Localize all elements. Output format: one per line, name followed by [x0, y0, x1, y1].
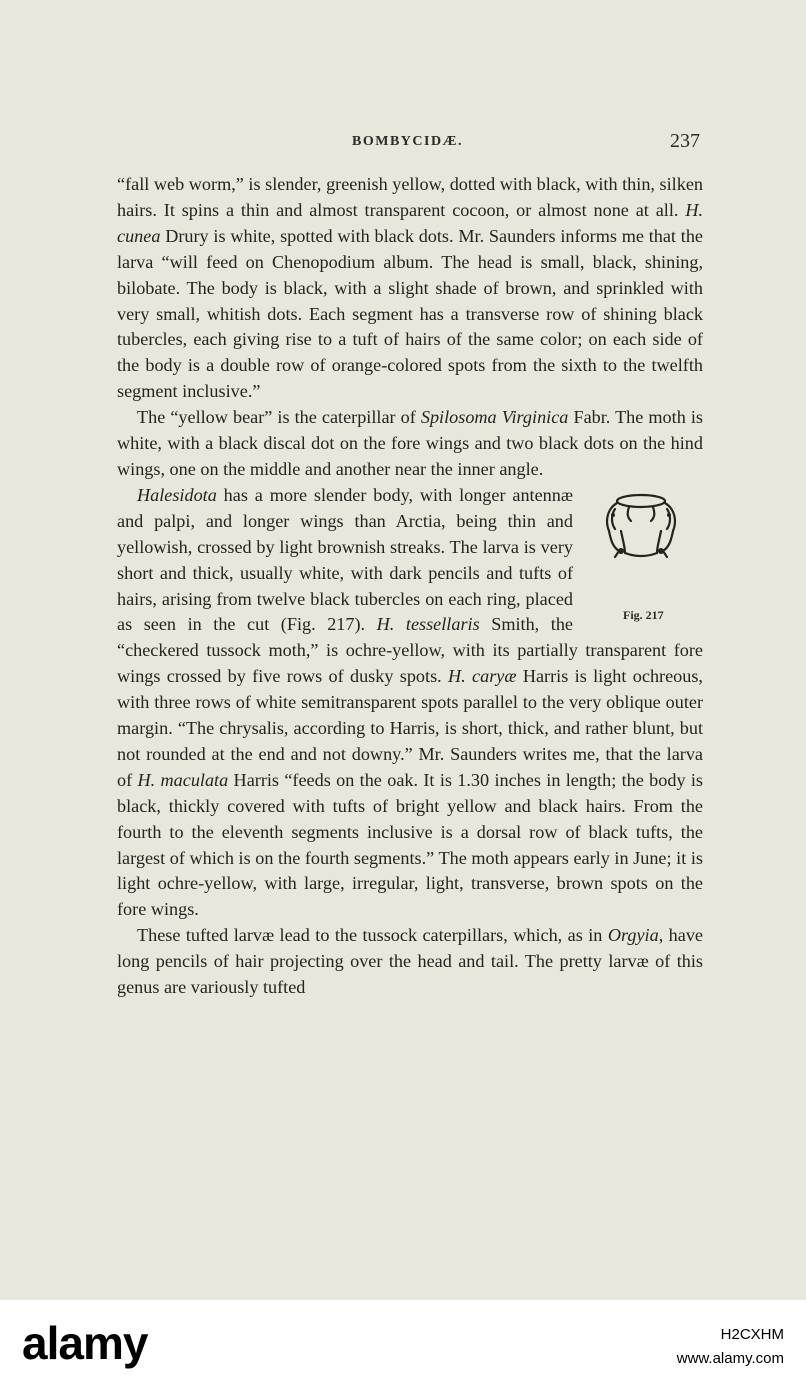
paragraph-1 [117, 172, 703, 405]
text-run: Smith, the “checkered tussock moth,” is ochre-yellow, with its partially transparent fore wings crossed by five rows of dusky spots. [117, 614, 703, 687]
figure-caption: Fig. 217 [623, 607, 664, 622]
italic-term: H. cunea [117, 199, 703, 246]
alamy-logo: alamy [22, 1317, 148, 1369]
text-run: Harris “feeds on the oak. It is 1.30 inches in length; the body is black, thickly covered with tufts of bright yellow and black hairs. From the fourth to the eleventh segments inclusive is a dorsal row of black tufts, the largest of which is on the fourth segments.” The moth appears early in June; it is light ochre-yellow, with large, irregular, light, transverse, brown spots on the fore wings. [117, 769, 704, 920]
text-run: Drury is white, spotted with black dots. Mr. Saunders informs me that the larva “will feed on Chenopodium album. The head is small, black, shining, bilobate. The body is black, with a slight shade of brown, and sprinkled with very small, whitish dots. Each segment has a transverse row of shining black tubercles, each giving rise to a tuft of hairs of the same color; on each side of the body is a double row of orange-colored spots from the sixth to the twelfth segment inclusive.” [117, 225, 703, 402]
text-run: “fall web worm,” is slender, greenish yellow, dotted with black, with thin, silken hairs. It spins a thin and almost transparent cocoon, or almost none at all. [117, 174, 703, 220]
italic-term: H. caryæ [448, 666, 517, 687]
page-number: 237 [670, 130, 700, 152]
italic-term: Spilosoma Virginica [420, 407, 569, 428]
paragraph-2 [117, 405, 703, 483]
larva-cross-section-icon [599, 491, 683, 567]
page-header [0, 128, 806, 158]
italic-term: H. tessellaris [376, 614, 480, 635]
source-url: www.alamy.com [676, 1350, 784, 1367]
image-id: H2CXHM [720, 1326, 784, 1343]
text-run: has a more slender body, with longer antennæ and palpi, and longer wings than Arctia, being thin and yellowish, crossed by light brownish streaks. The larva is very short and thick, usually white, with dark pencils and tufts of hairs, arising from twelve black tubercles on each ring, placed as seen in the cut (Fig. 217). [117, 484, 573, 635]
text-run: Fabr. The moth is white, with a black discal dot on the fore wings and two black dots on the hind wings, one on the middle and another near the inner angle. [117, 407, 703, 479]
italic-term: Orgyia [607, 925, 659, 946]
running-head: BOMBYCIDÆ. [352, 134, 464, 149]
italic-term: H. maculata [137, 769, 229, 790]
paragraph-4 [117, 923, 703, 1001]
text-run: Harris is light ochreous, with three rows of white semitransparent spots parallel to the very oblique outer margin. “The chrysalis, according to Harris, is short, thick, and rather blunt, but not rounded at the end and not downy.” Mr. Saunders writes me, that the larva of [117, 666, 703, 790]
text-run: , have long pencils of hair projecting over the head and tail. The pretty larvæ of this genus are variously tufted [117, 925, 703, 998]
italic-term: Halesidota [137, 484, 217, 505]
body-text [117, 172, 703, 1001]
figure-217 [583, 489, 707, 625]
watermark-bar [0, 1300, 806, 1390]
paragraph-3 [117, 483, 703, 923]
text-run: The “yellow bear” is the caterpillar of [137, 407, 421, 428]
text-run: These tufted larvæ lead to the tussock caterpillars, which, as in [137, 925, 608, 946]
